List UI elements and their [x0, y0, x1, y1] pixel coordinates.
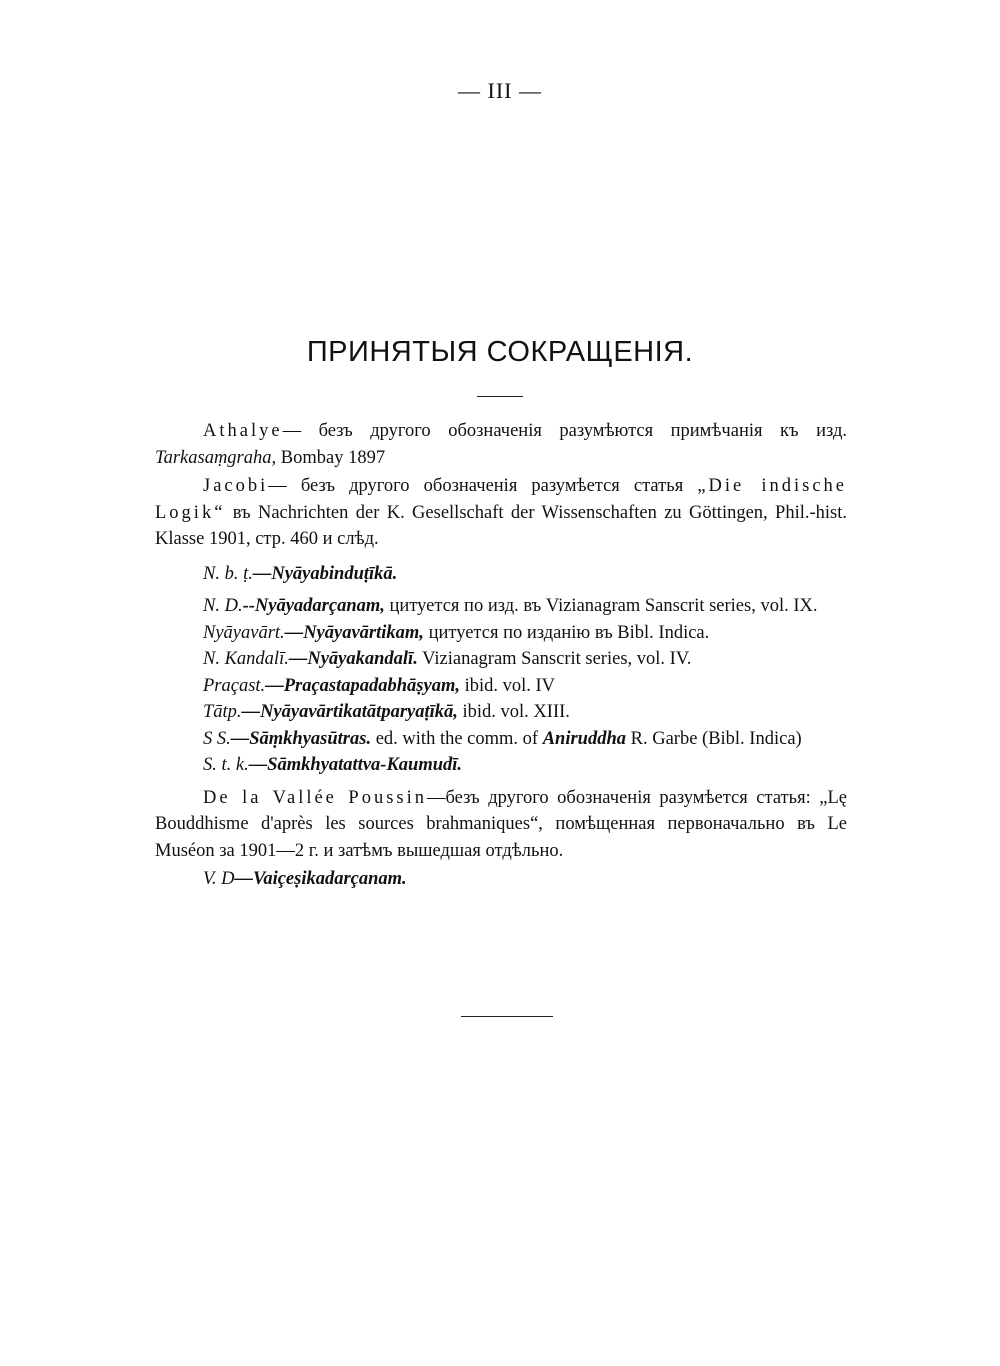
entry-vd — [155, 866, 847, 893]
entry-athalye-text1: — безъ другого обозначенія разумѣются примѣчанія къ изд. — [282, 421, 847, 441]
entry-ss — [155, 726, 847, 753]
entry-poussin-name: De la Vallée Poussin — [203, 787, 428, 808]
entry-nkandali-text: Vizianagram Sanscrit series, vol. IV. — [417, 649, 692, 669]
entry-tatp-text: ibid. vol. XIII. — [457, 702, 570, 722]
entry-ss-person: Aniruddha — [542, 728, 626, 749]
entry-stk-abbr: S. t. k. — [203, 755, 249, 775]
entry-nyayavart-text: цитуется по изданію въ Bibl. Indica. — [423, 622, 710, 643]
entry-athalye — [155, 418, 847, 471]
entry-nd-text: цитуется по изд. въ Vizianagram Sanscrit series, vol. IX. — [384, 596, 818, 616]
entry-jacobi-name: Jacobi — [203, 476, 269, 496]
entry-tatp-work: —Nyāyavārtikatātparyaṭīkā, — [241, 702, 458, 722]
entry-tatp-abbr: Tātp. — [203, 702, 242, 722]
entry-pracast-work: —Praçastapadabhāṣyam, — [265, 675, 460, 696]
entry-tatp — [155, 699, 847, 726]
entry-nyayavart-work: —Nyāyavārtikam, — [284, 622, 424, 643]
entry-ss-text2: R. Garbe (Bibl. Indica) — [626, 728, 802, 749]
entry-ss-work: —Sāṃkhyasūtras. — [230, 728, 372, 749]
entry-poussin-text: —безъ другого обозначенія разумѣется статья: „Lę Bouddhisme d'après les sources brahmaniques“, помѣщенная первоначально въ Le Muséon за 1901—2 г. и затѣмъ вышедшая отдѣльно. — [155, 787, 847, 861]
entry-poussin — [155, 785, 847, 865]
entry-stk — [155, 752, 847, 779]
title-rule — [477, 396, 523, 397]
entry-stk-work: —Sāmkhyatattva-Kaumudī. — [248, 755, 463, 775]
entry-pracast-text: ibid. vol. IV — [459, 675, 556, 696]
entry-nkandali-work: —Nyāyakandalī. — [288, 649, 418, 669]
end-rule — [461, 1016, 553, 1017]
entry-nbt — [155, 561, 847, 588]
entry-vd-work: —Vaiçeṣikadarçanam. — [234, 869, 407, 889]
entry-nbt-work: —Nyāyabinduṭīkā. — [252, 563, 398, 584]
entry-vd-abbr: V. D — [203, 869, 235, 889]
entry-jacobi — [155, 473, 847, 553]
entry-nd-work: --Nyāyadarçanam, — [242, 596, 385, 616]
entry-nbt-abbr: N. b. ṭ. — [203, 563, 253, 584]
entry-nkandali-abbr: N. Kandalī. — [203, 649, 289, 669]
entry-nyayavart — [155, 620, 847, 647]
entry-ss-abbr: S S. — [203, 728, 231, 749]
entry-athalye-name: Athalye — [203, 421, 283, 441]
page-number: — III — — [458, 78, 542, 103]
entry-pracast — [155, 673, 847, 700]
entry-jacobi-text1: — безъ другого обозначенія разумѣется статья — [268, 476, 698, 496]
page-title: ПРИНЯТЫЯ СОКРАЩЕНІЯ. — [306, 336, 694, 368]
entry-nd-abbr: N. D. — [203, 596, 243, 616]
entry-nyayavart-abbr: Nyāyavārt. — [203, 622, 285, 643]
entry-athalye-work: Tarkasaṃgraha, — [155, 447, 277, 468]
abbreviations-list — [155, 418, 847, 893]
entry-jacobi-title: „Die indische Logik“ — [155, 476, 847, 523]
entry-athalye-text2: Bombay 1897 — [276, 447, 386, 468]
entry-nd — [155, 593, 847, 620]
entry-nkandali — [155, 646, 847, 673]
entry-pracast-abbr: Praçast. — [203, 675, 266, 696]
entry-jacobi-text2: въ Nachrichten der K. Gesellschaft der Wissenschaften zu Göttingen, Phil.-hist. Klasse 1901, стр. 460 и слѣд. — [155, 502, 847, 549]
entry-ss-text1: ed. with the comm. of — [371, 728, 543, 749]
